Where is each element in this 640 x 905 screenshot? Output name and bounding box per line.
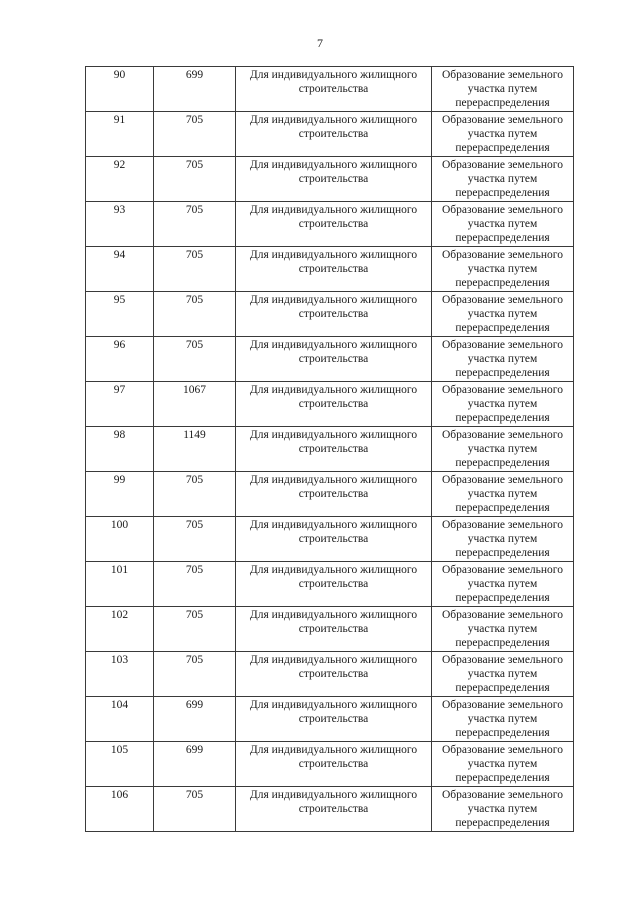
permitted-use-cell: Для индивидуального жилищного строительства (236, 742, 432, 787)
plot-area-cell: 699 (154, 742, 236, 787)
plot-number-cell: 91 (86, 112, 154, 157)
page-number: 7 (317, 36, 323, 50)
permitted-use-cell: Для индивидуального жилищного строительства (236, 697, 432, 742)
permitted-use-cell: Для индивидуального жилищного строительства (236, 517, 432, 562)
formation-method-cell: Образование земельного участка путем перераспределения (432, 427, 574, 472)
table-row (86, 337, 574, 382)
permitted-use-cell: Для индивидуального жилищного строительства (236, 652, 432, 697)
plot-number-cell: 103 (86, 652, 154, 697)
plot-area-cell: 705 (154, 337, 236, 382)
plot-number-cell: 95 (86, 292, 154, 337)
formation-method-cell: Образование земельного участка путем перераспределения (432, 112, 574, 157)
formation-method-cell: Образование земельного участка путем перераспределения (432, 652, 574, 697)
formation-method-cell: Образование земельного участка путем перераспределения (432, 562, 574, 607)
formation-method-cell: Образование земельного участка путем перераспределения (432, 787, 574, 832)
plot-number-cell: 97 (86, 382, 154, 427)
table-row (86, 112, 574, 157)
permitted-use-cell: Для индивидуального жилищного строительства (236, 382, 432, 427)
formation-method-cell: Образование земельного участка путем перераспределения (432, 292, 574, 337)
table-row (86, 67, 574, 112)
plot-number-cell: 105 (86, 742, 154, 787)
table-row (86, 202, 574, 247)
plot-area-cell: 705 (154, 247, 236, 292)
permitted-use-cell: Для индивидуального жилищного строительства (236, 247, 432, 292)
formation-method-cell: Образование земельного участка путем перераспределения (432, 742, 574, 787)
plot-area-cell: 705 (154, 607, 236, 652)
permitted-use-cell: Для индивидуального жилищного строительства (236, 292, 432, 337)
table-row (86, 292, 574, 337)
plot-number-cell: 101 (86, 562, 154, 607)
plot-area-cell: 705 (154, 472, 236, 517)
table-row (86, 607, 574, 652)
permitted-use-cell: Для индивидуального жилищного строительства (236, 427, 432, 472)
permitted-use-cell: Для индивидуального жилищного строительства (236, 787, 432, 832)
table-row (86, 652, 574, 697)
table-row (86, 427, 574, 472)
plot-number-cell: 96 (86, 337, 154, 382)
plot-number-cell: 92 (86, 157, 154, 202)
table-row (86, 697, 574, 742)
permitted-use-cell: Для индивидуального жилищного строительства (236, 562, 432, 607)
plot-area-cell: 1067 (154, 382, 236, 427)
plot-area-cell: 705 (154, 202, 236, 247)
formation-method-cell: Образование земельного участка путем перераспределения (432, 697, 574, 742)
land-plots-table (85, 66, 574, 832)
permitted-use-cell: Для индивидуального жилищного строительства (236, 202, 432, 247)
permitted-use-cell: Для индивидуального жилищного строительства (236, 112, 432, 157)
formation-method-cell: Образование земельного участка путем перераспределения (432, 472, 574, 517)
plot-area-cell: 705 (154, 157, 236, 202)
table-body (86, 67, 574, 832)
formation-method-cell: Образование земельного участка путем перераспределения (432, 607, 574, 652)
permitted-use-cell: Для индивидуального жилищного строительства (236, 67, 432, 112)
formation-method-cell: Образование земельного участка путем перераспределения (432, 382, 574, 427)
table-row (86, 517, 574, 562)
plot-area-cell: 705 (154, 652, 236, 697)
permitted-use-cell: Для индивидуального жилищного строительства (236, 157, 432, 202)
formation-method-cell: Образование земельного участка путем перераспределения (432, 202, 574, 247)
plot-area-cell: 705 (154, 562, 236, 607)
table-row (86, 562, 574, 607)
plot-number-cell: 98 (86, 427, 154, 472)
table-row (86, 382, 574, 427)
formation-method-cell: Образование земельного участка путем перераспределения (432, 157, 574, 202)
formation-method-cell: Образование земельного участка путем перераспределения (432, 337, 574, 382)
plot-number-cell: 102 (86, 607, 154, 652)
plot-number-cell: 90 (86, 67, 154, 112)
table-row (86, 247, 574, 292)
plot-area-cell: 699 (154, 697, 236, 742)
table-row (86, 787, 574, 832)
permitted-use-cell: Для индивидуального жилищного строительства (236, 337, 432, 382)
plot-number-cell: 106 (86, 787, 154, 832)
table-row (86, 157, 574, 202)
formation-method-cell: Образование земельного участка путем перераспределения (432, 247, 574, 292)
plot-number-cell: 94 (86, 247, 154, 292)
plot-number-cell: 104 (86, 697, 154, 742)
table-row (86, 472, 574, 517)
table-row (86, 742, 574, 787)
plot-area-cell: 705 (154, 112, 236, 157)
plot-area-cell: 1149 (154, 427, 236, 472)
plot-number-cell: 93 (86, 202, 154, 247)
plot-number-cell: 100 (86, 517, 154, 562)
permitted-use-cell: Для индивидуального жилищного строительства (236, 472, 432, 517)
plot-number-cell: 99 (86, 472, 154, 517)
plot-area-cell: 699 (154, 67, 236, 112)
permitted-use-cell: Для индивидуального жилищного строительства (236, 607, 432, 652)
plot-area-cell: 705 (154, 517, 236, 562)
formation-method-cell: Образование земельного участка путем перераспределения (432, 517, 574, 562)
formation-method-cell: Образование земельного участка путем перераспределения (432, 67, 574, 112)
plot-area-cell: 705 (154, 292, 236, 337)
plot-area-cell: 705 (154, 787, 236, 832)
